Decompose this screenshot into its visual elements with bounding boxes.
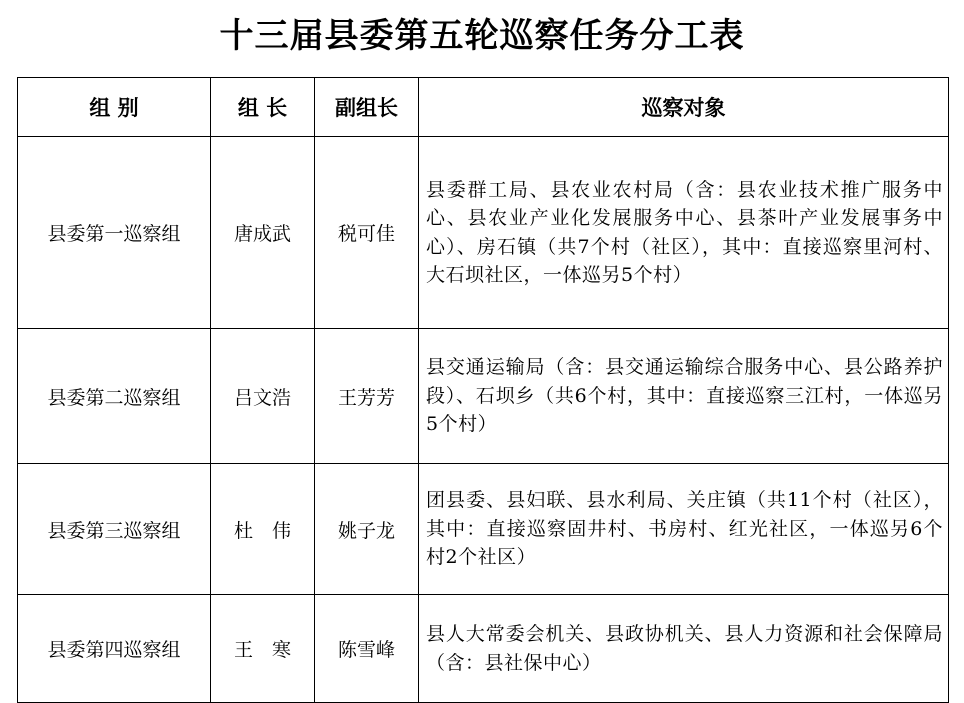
- group-cell: 县委第四巡察组: [18, 595, 211, 703]
- targets-cell: 县委群工局、县农业农村局（含：县农业技术推广服务中心、县农业产业化发展服务中心、县茶叶产业发展事务中心）、房石镇（共7个村（社区），其中：直接巡察里河村、大石坝社区，一体巡另5个村）: [419, 137, 949, 329]
- header-targets: 巡察对象: [419, 78, 949, 137]
- leader-cell: 吕文浩: [211, 329, 315, 464]
- deputy-cell: 税可佳: [315, 137, 419, 329]
- group-cell: 县委第三巡察组: [18, 464, 211, 595]
- header-deputy: 副组长: [315, 78, 419, 137]
- group-cell: 县委第二巡察组: [18, 329, 211, 464]
- targets-cell: 县交通运输局（含：县交通运输综合服务中心、县公路养护段）、石坝乡（共6个村，其中：直接巡察三江村，一体巡另5个村）: [419, 329, 949, 464]
- targets-cell: 县人大常委会机关、县政协机关、县人力资源和社会保障局（含：县社保中心）: [419, 595, 949, 703]
- group-cell: 县委第一巡察组: [18, 137, 211, 329]
- table-row: [18, 329, 949, 464]
- leader-cell: 唐成武: [211, 137, 315, 329]
- table-row: [18, 595, 949, 703]
- leader-cell: 王 寒: [211, 595, 315, 703]
- page-title: 十三届县委第五轮巡察任务分工表: [219, 16, 745, 56]
- targets-cell: 团县委、县妇联、县水利局、关庄镇（共11个村（社区），其中：直接巡察固井村、书房村、红光社区，一体巡另6个村2个社区）: [419, 464, 949, 595]
- table-row: [18, 464, 949, 595]
- leader-cell: 杜 伟: [211, 464, 315, 595]
- header-group: 组 别: [18, 78, 211, 137]
- deputy-cell: 姚子龙: [315, 464, 419, 595]
- header-leader: 组 长: [211, 78, 315, 137]
- deputy-cell: 陈雪峰: [315, 595, 419, 703]
- assignment-table: [17, 77, 949, 703]
- table-header-row: [18, 78, 949, 137]
- deputy-cell: 王芳芳: [315, 329, 419, 464]
- table-row: [18, 137, 949, 329]
